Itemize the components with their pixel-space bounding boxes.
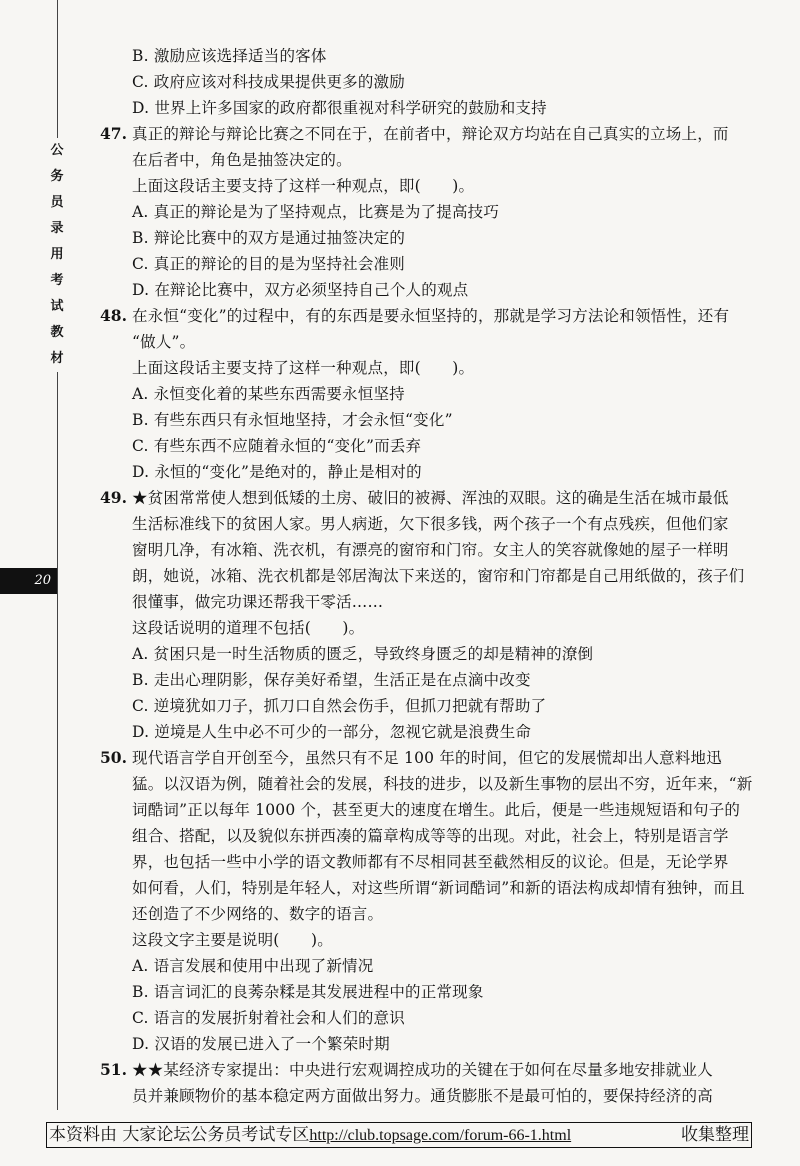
question-number: 50. bbox=[100, 748, 127, 767]
option-b: B. 语言词汇的良莠杂糅是其发展进程中的正常现象 bbox=[132, 983, 484, 1001]
question-number: 48. bbox=[100, 306, 127, 325]
question-stem: 真正的辩论与辩论比赛之不同在于，在前者中，辩论双方均站在自己真实的立场上，而 bbox=[132, 125, 729, 143]
option-b: B. 走出心理阴影，保存美好希望，生活正是在点滴中改变 bbox=[132, 671, 531, 689]
question-number: 47. bbox=[100, 124, 127, 143]
option-d: D. 逆境是人生中必不可少的一部分，忽视它就是浪费生命 bbox=[132, 723, 532, 741]
option-c: C. 真正的辩论的目的是为坚持社会准则 bbox=[132, 255, 405, 273]
question-stem: 界，也包括一些中小学的语文教师都有不尽相同甚至截然相反的议论。但是，无论学界 bbox=[132, 853, 729, 871]
question-stem: ★贫困常常使人想到低矮的土房、破旧的被褥、浑浊的双眼。这的确是生活在城市最低 bbox=[132, 489, 729, 507]
side-title-char: 员 bbox=[50, 195, 64, 210]
question-stem: 员并兼顾物价的基本稳定两方面做出努力。通货膨胀不是最可怕的，要保持经济的高 bbox=[132, 1087, 713, 1105]
side-series-title bbox=[46, 138, 68, 372]
option-d: D. 汉语的发展已进入了一个繁荣时期 bbox=[132, 1035, 390, 1053]
side-title-char: 试 bbox=[50, 299, 64, 314]
side-title-char: 用 bbox=[50, 247, 64, 262]
option-b: B. 有些东西只有永恒地坚持，才会永恒“变化” bbox=[132, 411, 453, 429]
option-c: C. 逆境犹如刀子，抓刀口自然会伤手，但抓刀把就有帮助了 bbox=[132, 697, 547, 715]
option-b: B. 激励应该选择适当的客体 bbox=[132, 47, 327, 65]
option-c: C. 语言的发展折射着社会和人们的意识 bbox=[132, 1009, 405, 1027]
question-prompt: 上面这段话主要支持了这样一种观点，即( )。 bbox=[132, 177, 475, 195]
question-stem: 生活标准线下的贫困人家。男人病逝，欠下很多钱，两个孩子一个有点残疾，但他们家 bbox=[132, 515, 729, 533]
question-stem: 窗明几净，有冰箱、洗衣机，有漂亮的窗帘和门帘。女主人的笑容就像她的屋子一样明 bbox=[132, 541, 729, 559]
question-stem: 组合、搭配，以及貌似东拼西凑的篇章构成等等的出现。对此，社会上，特别是语言学 bbox=[132, 827, 729, 845]
page-number-tab: 20 bbox=[0, 568, 57, 594]
option-a: A. 贫困只是一时生活物质的匮乏，导致终身匮乏的却是精神的潦倒 bbox=[132, 645, 594, 663]
option-d: D. 永恒的“变化”是绝对的，静止是相对的 bbox=[132, 463, 422, 481]
side-title-char: 务 bbox=[50, 169, 64, 184]
footer-link[interactable]: http://club.topsage.com/forum-66-1.html bbox=[309, 1127, 572, 1144]
side-title-char: 材 bbox=[50, 351, 64, 366]
footer-banner bbox=[46, 1122, 752, 1148]
option-a: A. 语言发展和使用中出现了新情况 bbox=[132, 957, 374, 975]
option-c: C. 政府应该对科技成果提供更多的激励 bbox=[132, 73, 405, 91]
question-stem: 猛。以汉语为例，随着社会的发展，科技的进步，以及新生事物的层出不穷，近年来，“新 bbox=[132, 775, 753, 793]
question-stem: 在后者中，角色是抽签决定的。 bbox=[132, 151, 352, 169]
question-stem: 很懂事，做完功课还帮我干零活…… bbox=[132, 593, 384, 611]
question-stem: “做人”。 bbox=[132, 333, 196, 351]
option-d: D. 世界上许多国家的政府都很重视对科学研究的鼓励和支持 bbox=[132, 99, 547, 117]
question-number: 49. bbox=[100, 488, 127, 507]
option-d: D. 在辩论比赛中，双方必须坚持自己个人的观点 bbox=[132, 281, 469, 299]
option-c: C. 有些东西不应随着永恒的“变化”而丢弃 bbox=[132, 437, 422, 455]
footer-prefix bbox=[49, 1123, 571, 1147]
question-prompt: 上面这段话主要支持了这样一种观点，即( )。 bbox=[132, 359, 475, 377]
side-title-char: 公 bbox=[50, 143, 64, 158]
question-stem: 现代语言学自开创至今，虽然只有不足 100 年的时间，但它的发展慌却出人意料地迅 bbox=[132, 749, 722, 767]
option-a: A. 永恒变化着的某些东西需要永恒坚持 bbox=[132, 385, 405, 403]
question-stem: 在永恒“变化”的过程中，有的东西是要永恒坚持的，那就是学习方法论和领悟性，还有 bbox=[132, 307, 730, 325]
question-prompt: 这段话说明的道理不包括( )。 bbox=[132, 619, 365, 637]
side-title-char: 教 bbox=[50, 325, 64, 340]
question-stem: ★★某经济专家提出：中央进行宏观调控成功的关键在于如何在尽量多地安排就业人 bbox=[132, 1061, 713, 1079]
question-stem: 如何看，人们，特别是年轻人，对这些所谓“新词酷词”和新的语法构成却情有独钟，而且 bbox=[132, 879, 745, 897]
option-b: B. 辩论比赛中的双方是通过抽签决定的 bbox=[132, 229, 406, 247]
question-stem: 词酷词”正以每年 1000 个，甚至更大的速度在增生。此后，便是一些违规短语和句子的 bbox=[132, 801, 741, 819]
question-prompt: 这段文字主要是说明( )。 bbox=[132, 931, 333, 949]
question-stem: 还创造了不少网络的、数字的语言。 bbox=[132, 905, 384, 923]
option-a: A. 真正的辩论是为了坚持观点，比赛是为了提高技巧 bbox=[132, 203, 500, 221]
question-number: 51. bbox=[100, 1060, 127, 1079]
side-title-char: 考 bbox=[50, 273, 64, 288]
footer-suffix: 收集整理 bbox=[681, 1125, 749, 1145]
footer-prefix-text: 本资料由 大家论坛公务员考试专区 bbox=[49, 1125, 310, 1145]
side-title-char: 录 bbox=[50, 221, 64, 236]
question-stem: 朗，她说，冰箱、洗衣机都是邻居淘汰下来送的，窗帘和门帘都是自己用纸做的，孩子们 bbox=[132, 567, 745, 585]
